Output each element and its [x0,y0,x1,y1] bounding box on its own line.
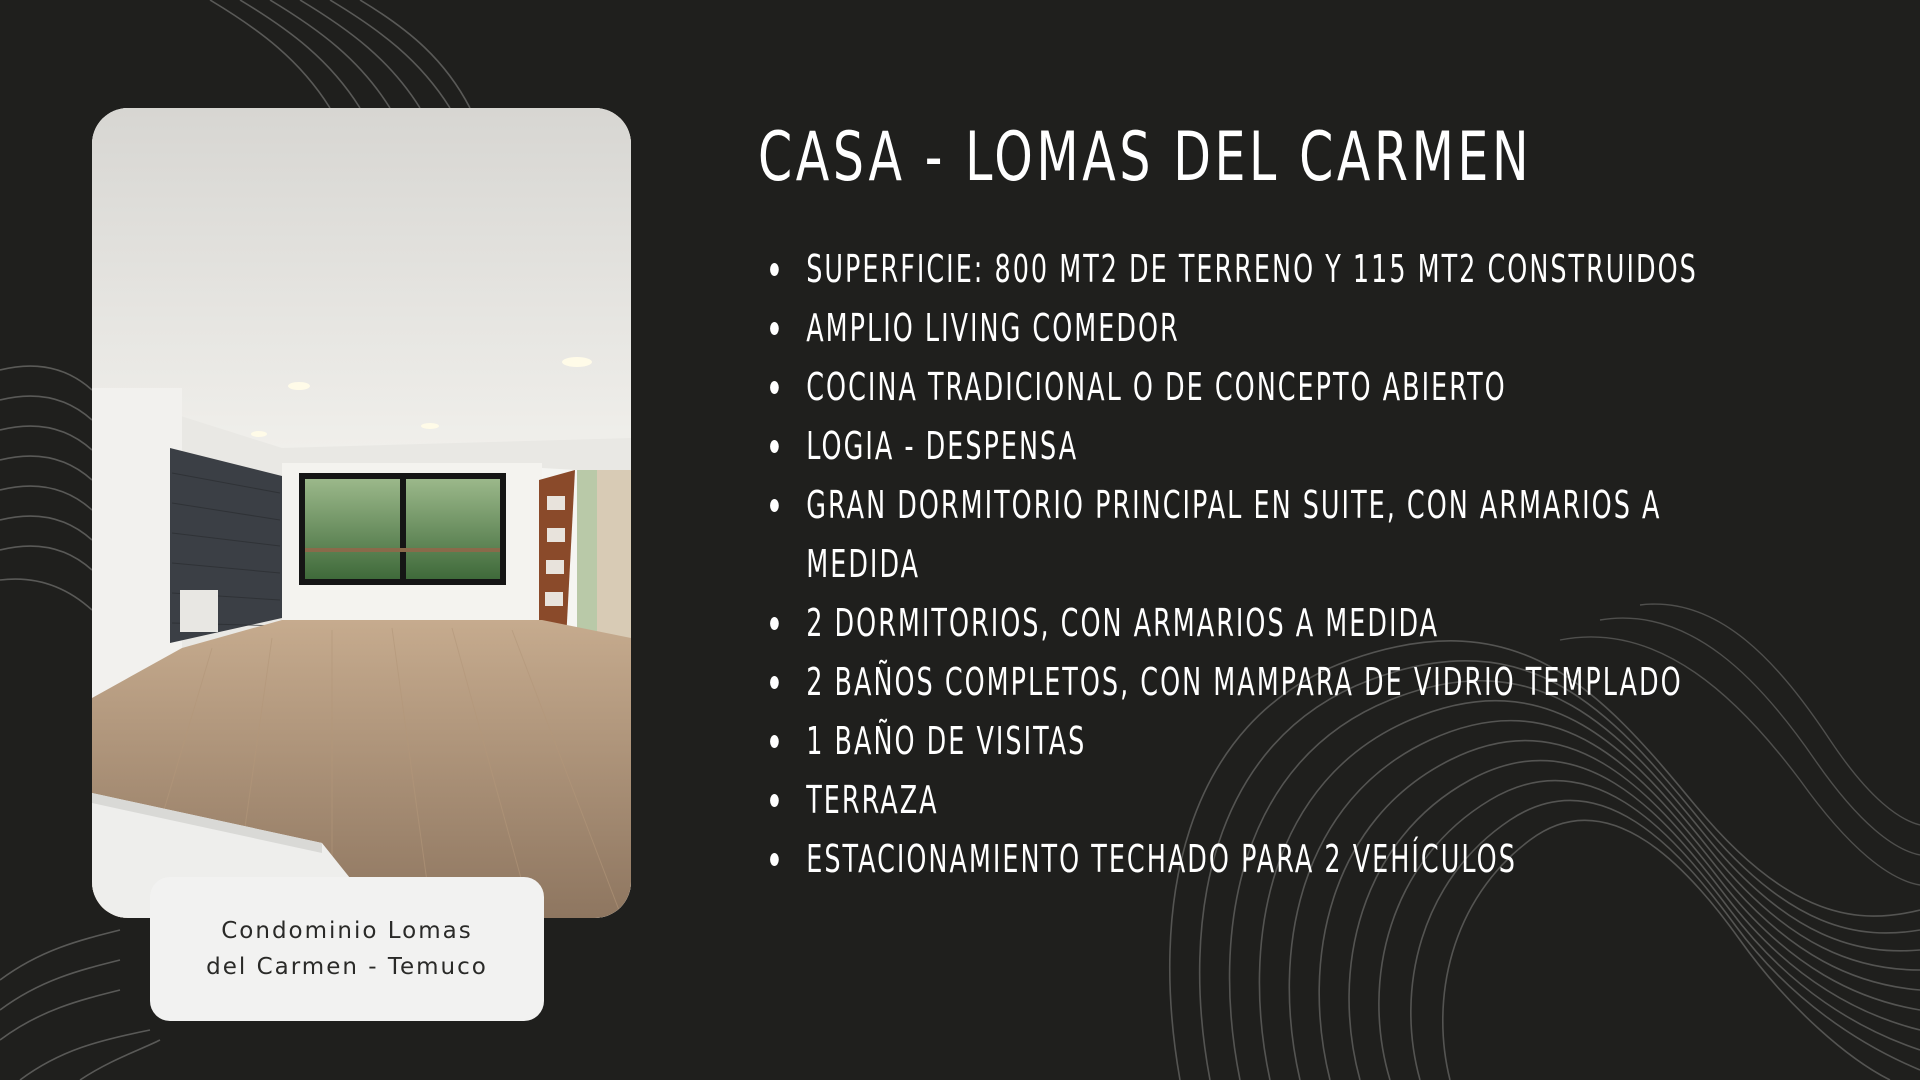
bullet-icon [770,617,779,630]
caption-text: Condominio Lomas del Carmen - Temuco [206,918,488,980]
list-item [758,771,1730,830]
bullet-icon [770,322,779,335]
list-item [758,476,1730,535]
bullet-icon [770,735,779,748]
feature-text: AMPLIO LIVING COMEDOR [806,306,1180,350]
feature-text: SUPERFICIE: 800 MT2 DE TERRENO Y 115 MT2 CONSTRUIDOS [806,247,1698,291]
bullet-icon [770,676,779,689]
list-item [758,240,1730,299]
feature-text: GRAN DORMITORIO PRINCIPAL EN SUITE, CON ARMARIOS A [806,483,1662,527]
caption-card [150,877,544,1021]
feature-text: 1 BAÑO DE VISITAS [806,719,1087,763]
list-item-continuation [758,535,1730,594]
bullet-icon [770,853,779,866]
list-item [758,653,1730,712]
living-room-photo [92,108,631,918]
list-item [758,358,1730,417]
feature-list [758,240,1730,889]
list-item [758,299,1730,358]
list-item [758,594,1730,653]
bullet-icon [770,794,779,807]
bullet-icon [770,499,779,512]
list-item [758,830,1730,889]
bullet-icon [770,263,779,276]
list-item [758,712,1730,771]
feature-text: LOGIA - DESPENSA [806,424,1079,468]
feature-text: MEDIDA [806,542,921,586]
feature-text: 2 BAÑOS COMPLETOS, CON MAMPARA DE VIDRIO TEMPLADO [806,660,1683,704]
page-title: CASA - LOMAS DEL CARMEN [758,118,1533,197]
feature-text: ESTACIONAMIENTO TECHADO PARA 2 VEHÍCULOS [806,837,1517,881]
feature-text: COCINA TRADICIONAL O DE CONCEPTO ABIERTO [806,365,1507,409]
feature-text: TERRAZA [806,778,939,822]
bullet-icon [770,440,779,453]
bullet-icon [770,381,779,394]
feature-text: 2 DORMITORIOS, CON ARMARIOS A MEDIDA [806,601,1440,645]
list-item [758,417,1730,476]
